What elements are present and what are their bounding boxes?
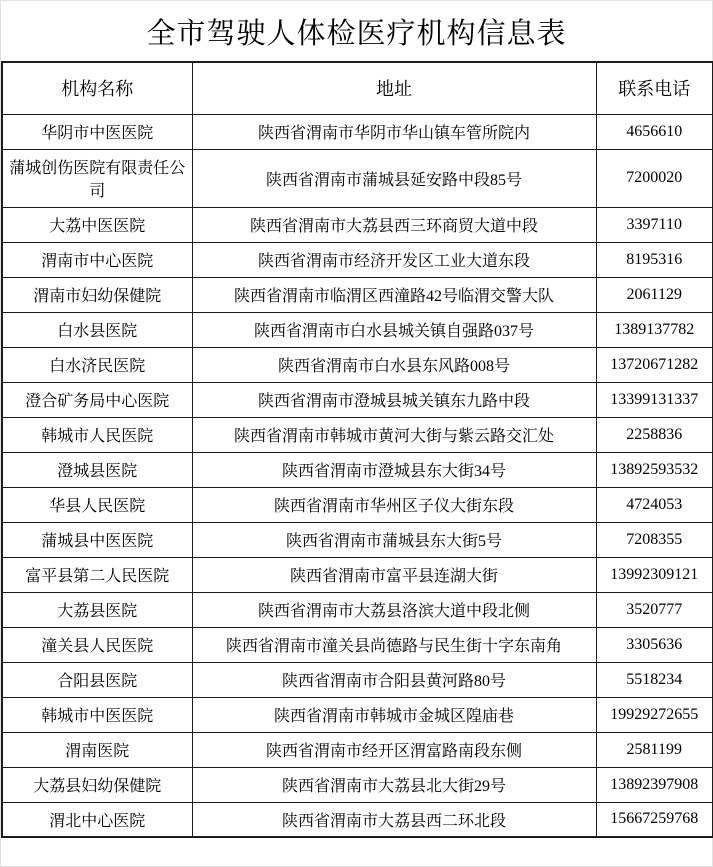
column-header-phone: 联系电话 <box>596 62 713 114</box>
phone-cell: 3520777 <box>596 592 713 627</box>
institution-name-cell: 渭南市妇幼保健院 <box>2 277 192 312</box>
table-row <box>2 557 713 592</box>
table-row <box>2 592 713 627</box>
table-row <box>2 767 713 802</box>
page-title: 全市驾驶人体检医疗机构信息表 <box>146 17 567 50</box>
phone-cell: 13892593532 <box>596 452 713 487</box>
table-row <box>2 312 713 347</box>
phone-cell: 13399131337 <box>596 382 713 417</box>
table-row <box>2 452 713 487</box>
institution-name-cell: 富平县第二人民医院 <box>2 557 192 592</box>
institution-name-cell: 白水济民医院 <box>2 347 192 382</box>
table-row <box>2 149 713 207</box>
address-cell: 陕西省渭南市蒲城县东大街5号 <box>192 522 596 557</box>
table-row <box>2 802 713 837</box>
phone-cell: 4656610 <box>596 114 713 149</box>
phone-cell: 13992309121 <box>596 557 713 592</box>
phone-cell: 3397110 <box>596 207 713 242</box>
table-header-row <box>2 62 713 114</box>
phone-cell: 7200020 <box>596 149 713 207</box>
institution-name-cell: 大荔中医医院 <box>2 207 192 242</box>
institution-name-cell: 合阳县医院 <box>2 662 192 697</box>
address-cell: 陕西省渭南市大荔县北大街29号 <box>192 767 596 802</box>
institution-name-cell: 蒲城创伤医院有限责任公司 <box>2 149 192 207</box>
address-cell: 陕西省渭南市富平县连湖大街 <box>192 557 596 592</box>
institution-name-cell: 渭南医院 <box>2 732 192 767</box>
address-cell: 陕西省渭南市潼关县尚德路与民生街十字东南角 <box>192 627 596 662</box>
table-row <box>2 417 713 452</box>
institution-name-cell: 大荔县医院 <box>2 592 192 627</box>
address-cell: 陕西省渭南市经济开发区工业大道东段 <box>192 242 596 277</box>
address-cell: 陕西省渭南市白水县城关镇自强路037号 <box>192 312 596 347</box>
phone-cell: 3305636 <box>596 627 713 662</box>
table-row <box>2 277 713 312</box>
phone-cell: 2061129 <box>596 277 713 312</box>
address-cell: 陕西省渭南市大荔县洛滨大道中段北侧 <box>192 592 596 627</box>
phone-cell: 13720671282 <box>596 347 713 382</box>
address-cell: 陕西省渭南市临渭区西潼路42号临渭交警大队 <box>192 277 596 312</box>
institution-name-cell: 渭南市中心医院 <box>2 242 192 277</box>
institution-name-cell: 潼关县人民医院 <box>2 627 192 662</box>
table-row <box>2 732 713 767</box>
address-cell: 陕西省渭南市澄城县东大街34号 <box>192 452 596 487</box>
phone-cell: 5518234 <box>596 662 713 697</box>
phone-cell: 2258836 <box>596 417 713 452</box>
institution-name-cell: 大荔县妇幼保健院 <box>2 767 192 802</box>
address-cell: 陕西省渭南市经开区渭富路南段东侧 <box>192 732 596 767</box>
institution-name-cell: 白水县医院 <box>2 312 192 347</box>
column-header-address: 地址 <box>192 62 596 114</box>
phone-cell: 7208355 <box>596 522 713 557</box>
phone-cell: 13892397908 <box>596 767 713 802</box>
table-row <box>2 697 713 732</box>
institution-name-cell: 澄城县医院 <box>2 452 192 487</box>
address-cell: 陕西省渭南市白水县东风路008号 <box>192 347 596 382</box>
address-cell: 陕西省渭南市合阳县黄河路80号 <box>192 662 596 697</box>
table-row <box>2 114 713 149</box>
address-cell: 陕西省渭南市韩城市金城区隍庙巷 <box>192 697 596 732</box>
table-row <box>2 207 713 242</box>
table-row <box>2 662 713 697</box>
address-cell: 陕西省渭南市大荔县西二环北段 <box>192 802 596 837</box>
table-row <box>2 242 713 277</box>
address-cell: 陕西省渭南市华阴市华山镇车管所院内 <box>192 114 596 149</box>
address-cell: 陕西省渭南市大荔县西三环商贸大道中段 <box>192 207 596 242</box>
address-cell: 陕西省渭南市澄城县城关镇东九路中段 <box>192 382 596 417</box>
address-cell: 陕西省渭南市韩城市黄河大街与紫云路交汇处 <box>192 417 596 452</box>
address-cell: 陕西省渭南市华州区子仪大街东段 <box>192 487 596 522</box>
table-row <box>2 347 713 382</box>
medical-institutions-table <box>1 61 713 838</box>
institution-name-cell: 澄合矿务局中心医院 <box>2 382 192 417</box>
institution-name-cell: 蒲城县中医医院 <box>2 522 192 557</box>
address-cell: 陕西省渭南市蒲城县延安路中段85号 <box>192 149 596 207</box>
institution-name-cell: 华阴市中医医院 <box>2 114 192 149</box>
phone-cell: 15667259768 <box>596 802 713 837</box>
institution-name-cell: 韩城市中医医院 <box>2 697 192 732</box>
column-header-institution: 机构名称 <box>2 62 192 114</box>
table-row <box>2 382 713 417</box>
institution-name-cell: 渭北中心医院 <box>2 802 192 837</box>
phone-cell: 1389137782 <box>596 312 713 347</box>
institution-name-cell: 华县人民医院 <box>2 487 192 522</box>
table-row <box>2 522 713 557</box>
phone-cell: 4724053 <box>596 487 713 522</box>
phone-cell: 8195316 <box>596 242 713 277</box>
phone-cell: 19929272655 <box>596 697 713 732</box>
table-row <box>2 487 713 522</box>
institution-name-cell: 韩城市人民医院 <box>2 417 192 452</box>
phone-cell: 2581199 <box>596 732 713 767</box>
table-row <box>2 627 713 662</box>
